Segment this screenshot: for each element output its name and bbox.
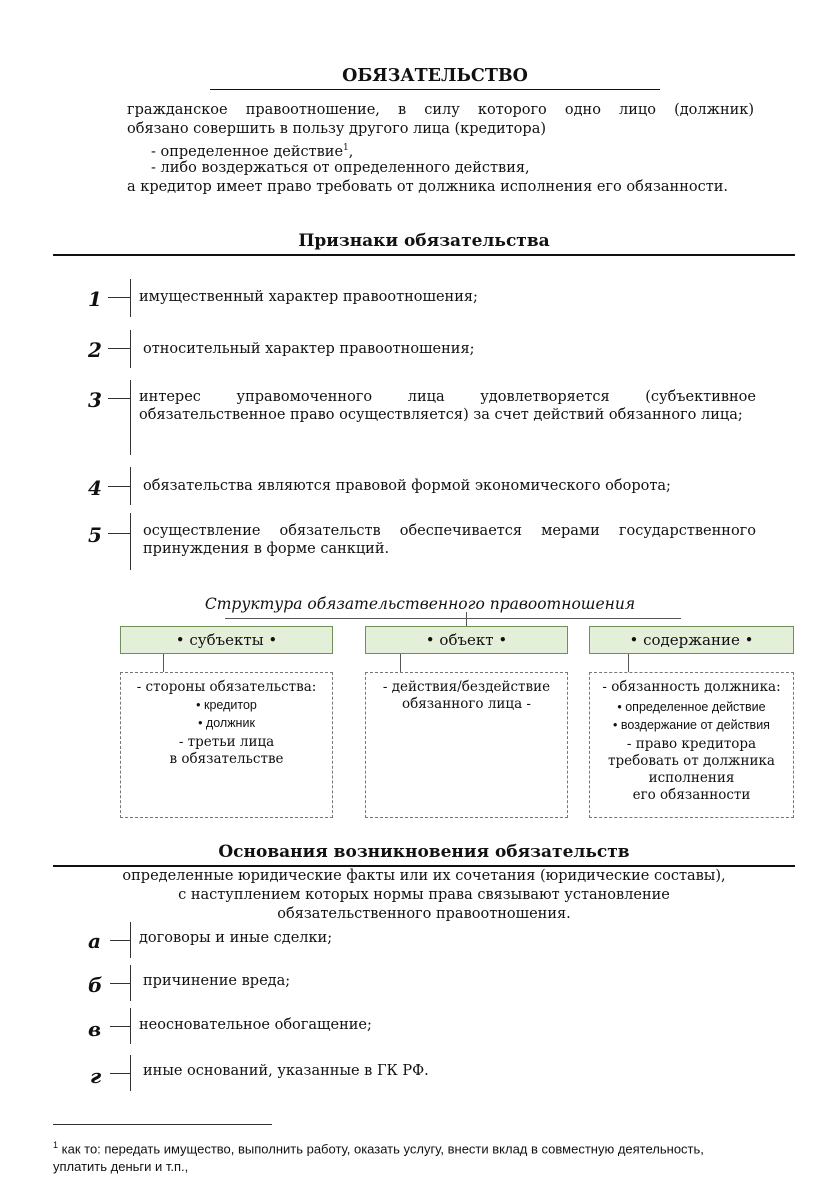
subjects-bullet-1: • кредитор [196, 698, 257, 712]
content-box [589, 672, 794, 818]
feature-tick-1 [108, 297, 130, 298]
definition-dash-2: - либо воздержаться от определенного действия, [151, 160, 530, 176]
feature-number-2: 2 [88, 338, 102, 362]
ground-tick-v [110, 1026, 130, 1027]
definition-dash-1 [151, 139, 353, 161]
object-box [365, 672, 568, 818]
footnote-ref[interactable]: 1 [343, 143, 349, 153]
ground-tick-a [110, 940, 130, 941]
page-title: ОБЯЗАТЕЛЬСТВО [342, 66, 528, 86]
definition-line-1: гражданское правоотношение, в силу которого одно лицо (должник) [127, 102, 754, 118]
feature-number-1: 1 [88, 287, 102, 311]
feature-number-3: 3 [88, 388, 102, 412]
grounds-title: Основания возникновения обязательств [218, 842, 630, 862]
content-bullet-2: • воздержание от действия [613, 718, 770, 732]
ground-bracket-b [130, 965, 131, 1001]
content-line-5: его обязанности [632, 787, 751, 803]
grounds-intro-1: определенные юридические факты или их сочетания (юридические составы), [122, 868, 726, 884]
feature-text-1: имущественный характер правоотношения; [139, 289, 478, 305]
dash-1-text: - определенное действие [151, 143, 344, 160]
feature-bracket-2 [130, 330, 131, 368]
grounds-intro-2: с наступлением которых нормы права связывают установление [178, 887, 670, 903]
subjects-box [120, 672, 333, 818]
ground-bracket-g [130, 1055, 131, 1091]
ground-tick-b [110, 983, 130, 984]
structure-connector-top [225, 618, 681, 619]
footnote-separator [53, 1124, 272, 1125]
ground-letter-v: в [88, 1017, 102, 1041]
footnote-line-1-text: как то: передать имущество, выполнить работу, оказать услугу, внести вклад в совместную деятельность, [58, 1141, 704, 1157]
ground-tick-g [110, 1073, 130, 1074]
feature-tick-3 [108, 398, 130, 399]
ground-bracket-a [130, 922, 131, 958]
feature-text-4: обязательства являются правовой формой экономического оборота; [143, 478, 671, 494]
subjects-bullet-2: • должник [198, 716, 255, 730]
definition-line-3: а кредитор имеет право требовать от должника исполнения его обязанности. [127, 179, 729, 195]
ground-letter-g: г [90, 1064, 102, 1088]
feature-number-4: 4 [88, 476, 102, 500]
subjects-link [163, 654, 164, 672]
subjects-header: • субъекты • [120, 626, 333, 654]
subjects-line-3: в обязательстве [169, 751, 284, 767]
content-line-3: требовать от должника [608, 753, 775, 769]
structure-title: Структура обязательственного правоотношения [204, 595, 636, 613]
content-bullet-1: • определенное действие [617, 700, 766, 714]
footnote-mark: 1 [53, 1140, 59, 1150]
ground-letter-b: б [88, 973, 103, 997]
feature-text-2: относительный характер правоотношения; [143, 341, 475, 357]
grounds-intro-3: обязательственного правоотношения. [277, 906, 571, 922]
feature-bracket-3 [130, 380, 131, 455]
content-line-4: исполнения [648, 770, 735, 786]
ground-text-a: договоры и иные сделки; [139, 930, 333, 946]
features-rule [53, 254, 795, 256]
definition-line-2: обязано совершить в пользу другого лица (кредитора) [127, 121, 546, 137]
content-header: • содержание • [589, 626, 794, 654]
feature-bracket-5 [130, 513, 131, 570]
ground-text-b: причинение вреда; [143, 973, 291, 989]
object-line-1: - действия/бездействие [382, 679, 551, 695]
dash-1-tail: , [348, 143, 354, 160]
features-title: Признаки обязательства [298, 231, 550, 251]
content-line-2: - право кредитора [626, 736, 757, 752]
object-line-2: обязанного лица - [402, 696, 531, 712]
feature-bracket-1 [130, 279, 131, 317]
feature-text-3: интерес управомоченного лица удовлетворяется (субъективное обязательственное право осуществляется) за счет действий обязанного лица; [139, 389, 756, 423]
feature-tick-4 [108, 486, 130, 487]
footnote [53, 1136, 813, 1176]
feature-text-5: осуществление обязательств обеспечивается мерами государственного принуждения в форме санкций. [143, 523, 756, 557]
subjects-line-1: - стороны обязательства: [136, 679, 317, 695]
ground-letter-a: а [88, 929, 101, 953]
object-link [400, 654, 401, 672]
ground-bracket-v [130, 1008, 131, 1044]
footnote-line-1 [53, 1136, 813, 1158]
feature-tick-5 [108, 533, 130, 534]
ground-text-g: иные оснований, указанные в ГК РФ. [143, 1063, 429, 1079]
feature-tick-2 [108, 348, 130, 349]
object-header: • объект • [365, 626, 568, 654]
ground-text-v: неосновательное обогащение; [139, 1017, 372, 1033]
feature-number-5: 5 [88, 523, 102, 547]
content-link [628, 654, 629, 672]
structure-connector-stem [466, 612, 467, 626]
subjects-line-2: - третьи лица [178, 734, 275, 750]
feature-bracket-4 [130, 467, 131, 505]
title-underline [210, 89, 660, 90]
footnote-line-2: уплатить деньги и т.п., [53, 1159, 189, 1175]
content-line-1: - обязанность должника: [602, 679, 781, 695]
